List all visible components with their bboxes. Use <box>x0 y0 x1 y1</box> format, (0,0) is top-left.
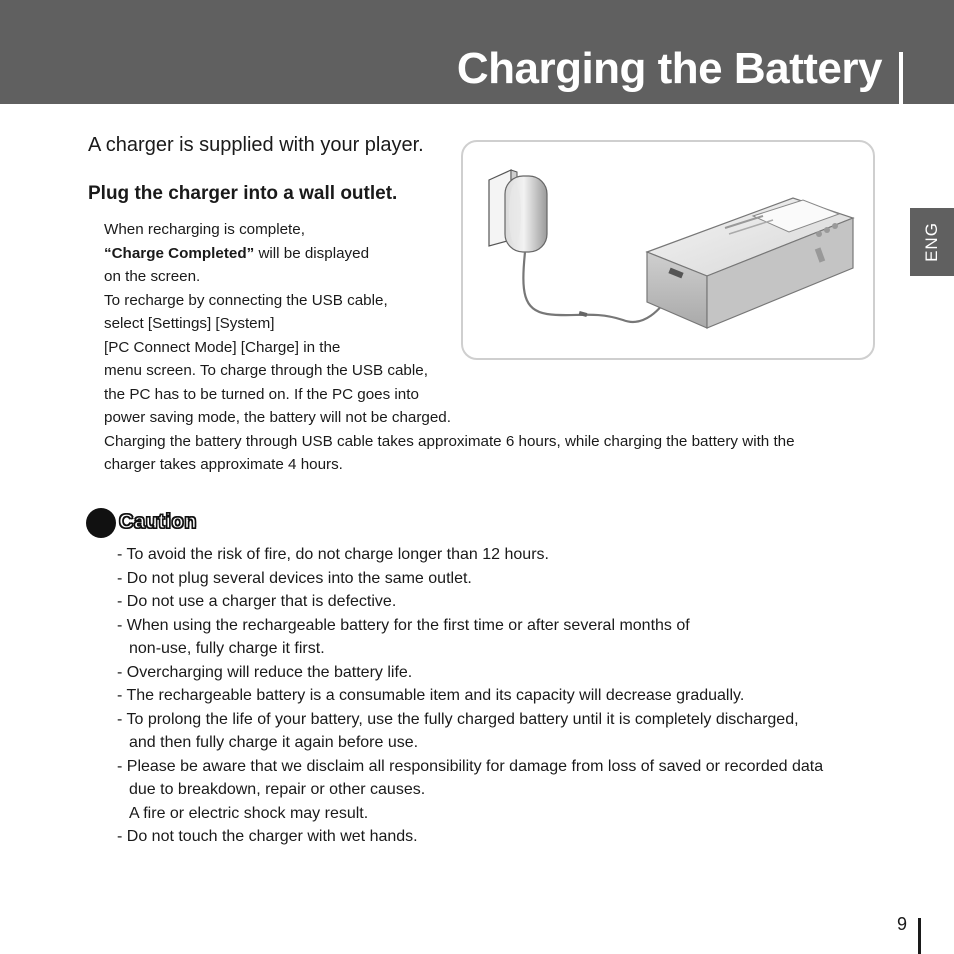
body-line: [PC Connect Mode] [Charge] in the <box>104 338 341 356</box>
caution-list <box>117 543 907 849</box>
body-line: When recharging is complete, <box>104 221 305 238</box>
step-heading: Plug the charger into a wall outlet. <box>88 183 398 204</box>
caution-item: - The rechargeable battery is a consumable item and its capacity will decrease gradually. <box>117 687 745 704</box>
caution-bullet-icon <box>86 508 116 538</box>
body-line: To recharge by connecting the USB cable, <box>104 291 388 309</box>
caution-label: Caution <box>119 511 197 533</box>
caution-item: - Do not plug several devices into the same outlet. <box>117 569 472 587</box>
page-header <box>0 0 954 104</box>
charge-completed-message: “Charge Completed” <box>104 244 255 262</box>
body-line-fragment: will be displayed <box>254 244 370 262</box>
language-tab <box>910 208 954 276</box>
caution-item: - When using the rechargeable battery for the first time or after several months of <box>117 616 690 634</box>
caution-item-continuation: and then fully charge it again before use. <box>129 734 419 751</box>
language-tab-label: ENG <box>922 222 941 262</box>
caution-item: - Overcharging will reduce the battery life. <box>117 663 413 681</box>
caution-item-continuation: non-use, fully charge it first. <box>129 640 325 657</box>
caution-item: - Do not use a charger that is defective. <box>117 593 397 610</box>
body-line: charger takes approximate 4 hours. <box>104 456 343 473</box>
caution-item: - To avoid the risk of fire, do not charge longer than 12 hours. <box>117 546 549 563</box>
body-line: menu screen. To charge through the USB cable, <box>104 362 428 379</box>
body-line: Charging the battery through USB cable takes approximate 6 hours, while charging the battery with the <box>104 432 795 450</box>
title-divider <box>899 52 903 104</box>
page-number-divider <box>918 918 921 954</box>
page-title: Charging the Battery <box>456 44 882 93</box>
body-line: select [Settings] [System] <box>104 315 275 332</box>
caution-item: - Do not touch the charger with wet hands. <box>117 828 418 845</box>
charger-illustration <box>461 140 875 360</box>
body-line: the PC has to be turned on. If the PC goes into <box>104 385 419 403</box>
intro-text: A charger is supplied with your player. <box>88 134 424 156</box>
body-line: power saving mode, the battery will not be charged. <box>104 409 451 426</box>
page-number: 9 <box>897 914 908 934</box>
caution-item: - To prolong the life of your battery, use the fully charged battery until it is completely discharged, <box>117 710 799 728</box>
caution-item-continuation: due to breakdown, repair or other causes. <box>129 781 426 798</box>
body-line: on the screen. <box>104 268 201 285</box>
caution-item-continuation: A fire or electric shock may result. <box>129 804 369 822</box>
caution-item: - Please be aware that we disclaim all responsibility for damage from loss of saved or recorded data <box>117 757 824 775</box>
charger-connected-to-player-icon <box>463 142 877 362</box>
